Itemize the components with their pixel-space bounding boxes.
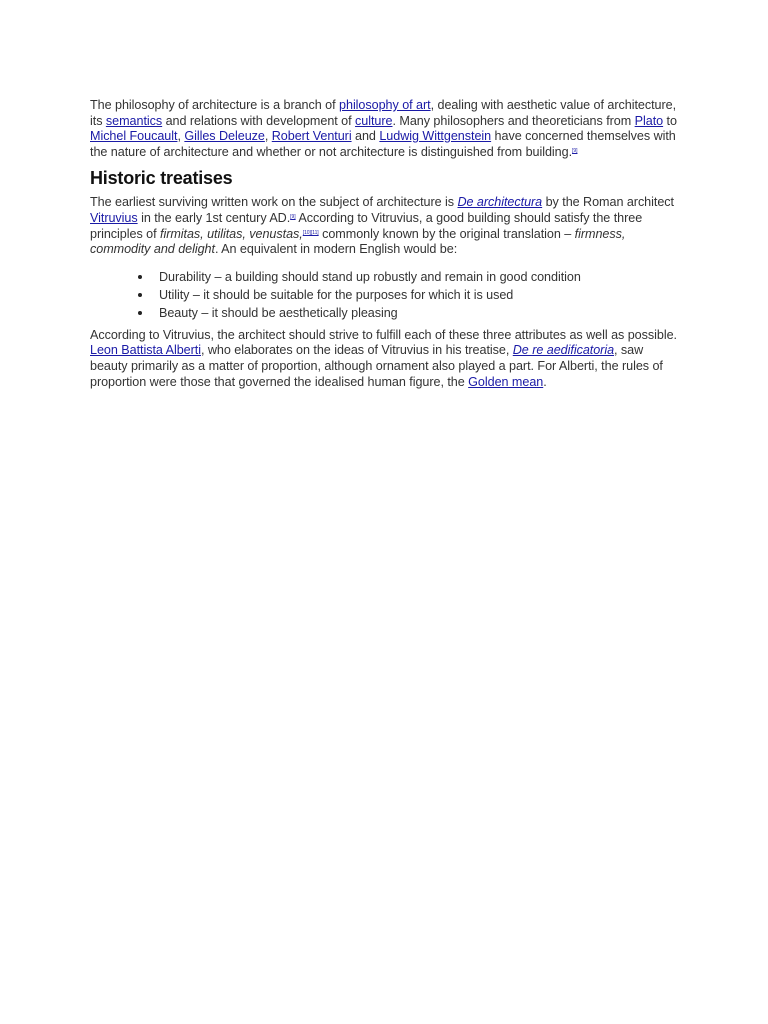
link-de-architectura[interactable]: De architectura <box>457 195 543 210</box>
link-ludwig-wittgenstein[interactable]: Ludwig Wittgenstein <box>379 129 492 144</box>
link-de-re-aedificatoria[interactable]: De re aedificatoria <box>512 343 615 358</box>
principles-list <box>90 268 680 322</box>
link-robert-venturi[interactable]: Robert Venturi <box>271 129 352 144</box>
citation-ref[interactable]: [10][11] <box>302 229 319 236</box>
citation-ref[interactable]: [9] <box>290 213 296 220</box>
link-philosophy-of-art[interactable]: philosophy of art <box>339 98 431 112</box>
list-item: Utility – it should be suitable for the purposes for which it is used <box>159 286 680 304</box>
list-item: Beauty – it should be aesthetically pleasing <box>159 304 680 322</box>
intro-paragraph: The philosophy of architecture is a branch of philosophy of art, dealing with aesthetic value of architecture, its semantics and relations with development of culture. Many philosophers and theoreticians from Plato to Michel Foucault, Gilles Deleuze, Robert Venturi and Ludwig Wittgenstein have concerned themselves with the nature of architecture and whether or not architecture is distinguished from building.[9] <box>90 98 677 159</box>
link-vitruvius[interactable]: Vitruvius <box>90 210 138 225</box>
link-culture[interactable]: culture <box>355 113 393 128</box>
link-golden-mean[interactable]: Golden mean <box>468 374 544 389</box>
link-plato[interactable]: Plato <box>634 113 664 128</box>
section-paragraph-1: The earliest surviving written work on the subject of architecture is De architectura by the Roman architect Vitruvius in the early 1st century AD.[9] According to Vitruvius, a good building should satisfy the three principles of firmitas, utilitas, venustas,[10][11] commonly known by the original translation – firmness, commodity and delight. An equivalent in modern English would be: <box>90 195 674 257</box>
link-leon-battista-alberti[interactable]: Leon Battista Alberti <box>90 343 201 358</box>
section-heading: Historic treatises <box>90 168 233 189</box>
section-paragraph-2: According to Vitruvius, the architect should strive to fulfill each of these three attributes as well as possible. Leon Battista Alberti, who elaborates on the ideas of Vitruvius in his treatise, De re aedificatoria, saw beauty primarily as a matter of proportion, although ornament also played a part. For Alberti, the rules of proportion were those that governed the idealised human figure, the Golden mean. <box>90 327 677 389</box>
citation-ref[interactable]: [9] <box>572 147 578 154</box>
article-body <box>90 98 680 390</box>
link-gilles-deleuze[interactable]: Gilles Deleuze <box>184 129 265 144</box>
list-item: Durability – a building should stand up robustly and remain in good condition <box>159 268 680 286</box>
link-semantics[interactable]: semantics <box>105 113 163 128</box>
link-michel-foucault[interactable]: Michel Foucault <box>90 129 178 144</box>
